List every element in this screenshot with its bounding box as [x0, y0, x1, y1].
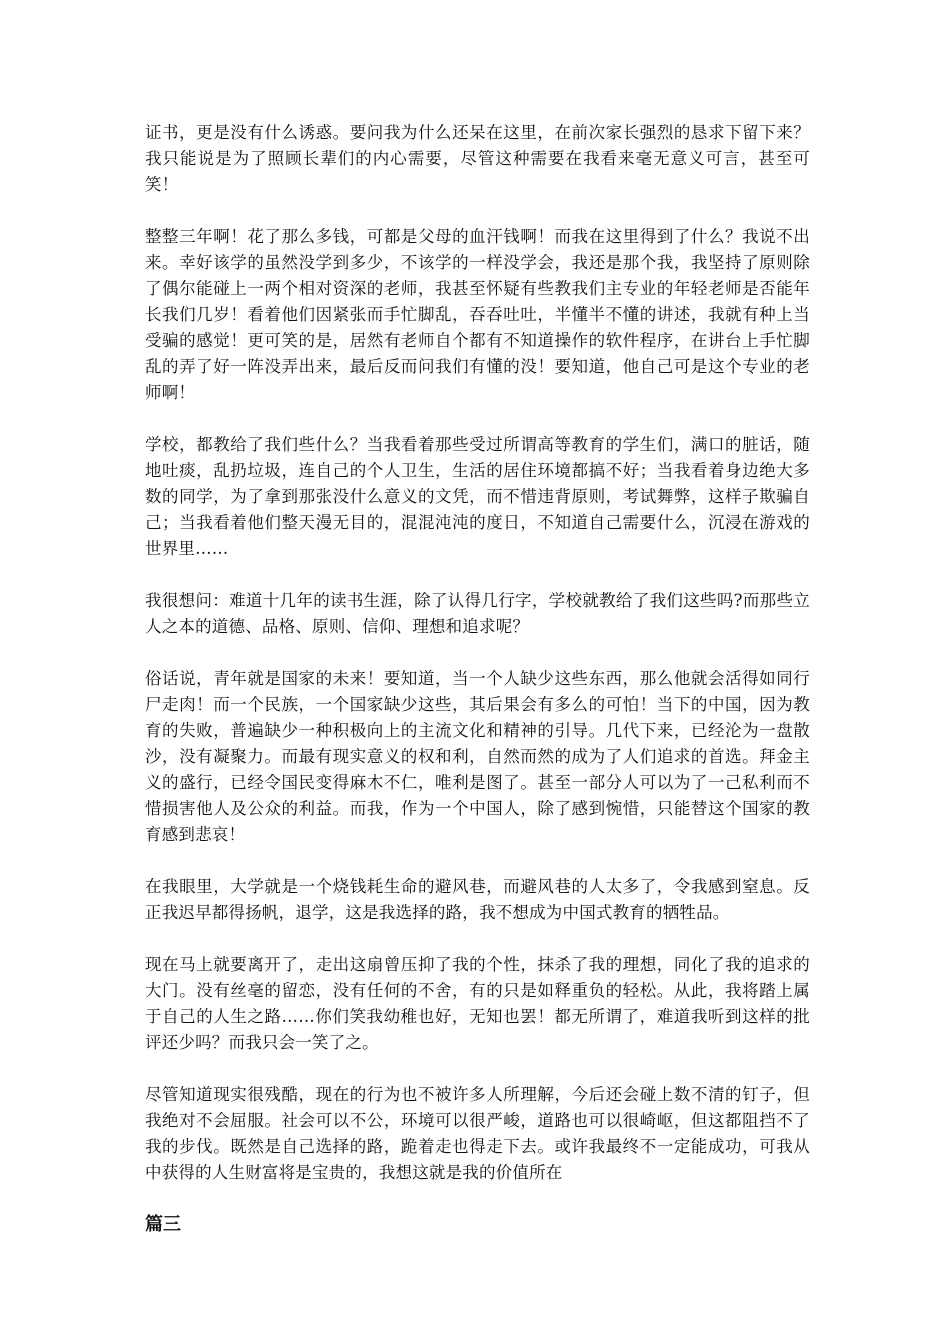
paragraph-4: 我很想问：难道十几年的读书生涯，除了认得几行字，学校就教给了我们这些吗?而那些立人之本的道德、品格、原则、信仰、理想和追求呢？ — [145, 591, 810, 636]
paragraph-5: 俗话说，青年就是国家的未来！要知道，当一个人缺少这些东西，那么他就会活得如同行尸走肉！而一个民族，一个国家缺少这些，其后果会有多么的可怕！当下的中国，因为教育的失败，普遍缺少一种积极向上的主流文化和精神的引导。几代下来，已经沦为一盘散沙，没有凝聚力。而最有现实意义的权和利，自然而然的成为了人们追求的首选。拜金主义的盛行，已经令国民变得麻木不仁，唯利是图了。甚至一部分人可以为了一己私利而不惜损害他人及公众的利益。而我，作为一个中国人，除了感到惋惜，只能替这个国家的教育感到悲哀！ — [145, 669, 810, 844]
paragraph-6: 在我眼里，大学就是一个烧钱耗生命的避风巷，而避风巷的人太多了，令我感到窒息。反正我迟早都得扬帆，退学，这是我选择的路，我不想成为中国式教育的牺牲品。 — [145, 877, 810, 922]
paragraph-2: 整整三年啊！花了那么多钱，可都是父母的血汗钱啊！而我在这里得到了什么？我说不出来。幸好该学的虽然没学到多少，不该学的一样没学会，我还是那个我，我坚持了原则除了偶尔能碰上一两个相对资深的老师，我甚至怀疑有些教我们主专业的年轻老师是否能年长我们几岁！看着他们因紧张而手忙脚乱，吞吞吐吐，半懂半不懂的讲述，我就有种上当受骗的感觉！更可笑的是，居然有老师自个都有不知道操作的软件程序，在讲台上手忙脚乱的弄了好一阵没弄出来，最后反而问我们有懂的没！要知道，他自己可是这个专业的老师啊！ — [145, 227, 810, 402]
section-heading: 篇三 — [145, 1214, 181, 1235]
document-page — [145, 120, 810, 1238]
paragraph-7: 现在马上就要离开了，走出这扇曾压抑了我的个性，抹杀了我的理想，同化了我的追求的大门。没有丝毫的留恋，没有任何的不舍，有的只是如释重负的轻松。从此，我将踏上属于自己的人生之路……你们笑我幼稚也好，无知也罢！都无所谓了，难道我听到这样的批评还少吗？而我只会一笑了之。 — [145, 955, 810, 1052]
paragraph-8: 尽管知道现实很残酷，现在的行为也不被许多人所理解，今后还会碰上数不清的钉子，但我绝对不会屈服。社会可以不公，环境可以很严峻，道路也可以很崎岖，但这都阻挡不了我的步伐。既然是自己选择的路，跪着走也得走下去。或许我最终不一定能成功，可我从中获得的人生财富将是宝贵的，我想这就是我的价值所在 — [145, 1085, 810, 1182]
paragraph-3: 学校，都教给了我们些什么？当我看着那些受过所谓高等教育的学生们，满口的脏话，随地吐痰，乱扔垃圾，连自己的个人卫生，生活的居住环境都搞不好；当我看着身边绝大多数的同学，为了拿到那张没什么意义的文凭，而不惜违背原则，考试舞弊，这样子欺骗自己；当我看着他们整天漫无目的，混混沌沌的度日，不知道自己需要什么，沉浸在游戏的世界里…… — [145, 435, 810, 558]
paragraph-1: 证书，更是没有什么诱惑。要问我为什么还呆在这里，在前次家长强烈的恳求下留下来？我只能说是为了照顾长辈们的内心需要，尽管这种需要在我看来毫无意义可言，甚至可笑！ — [145, 123, 810, 194]
